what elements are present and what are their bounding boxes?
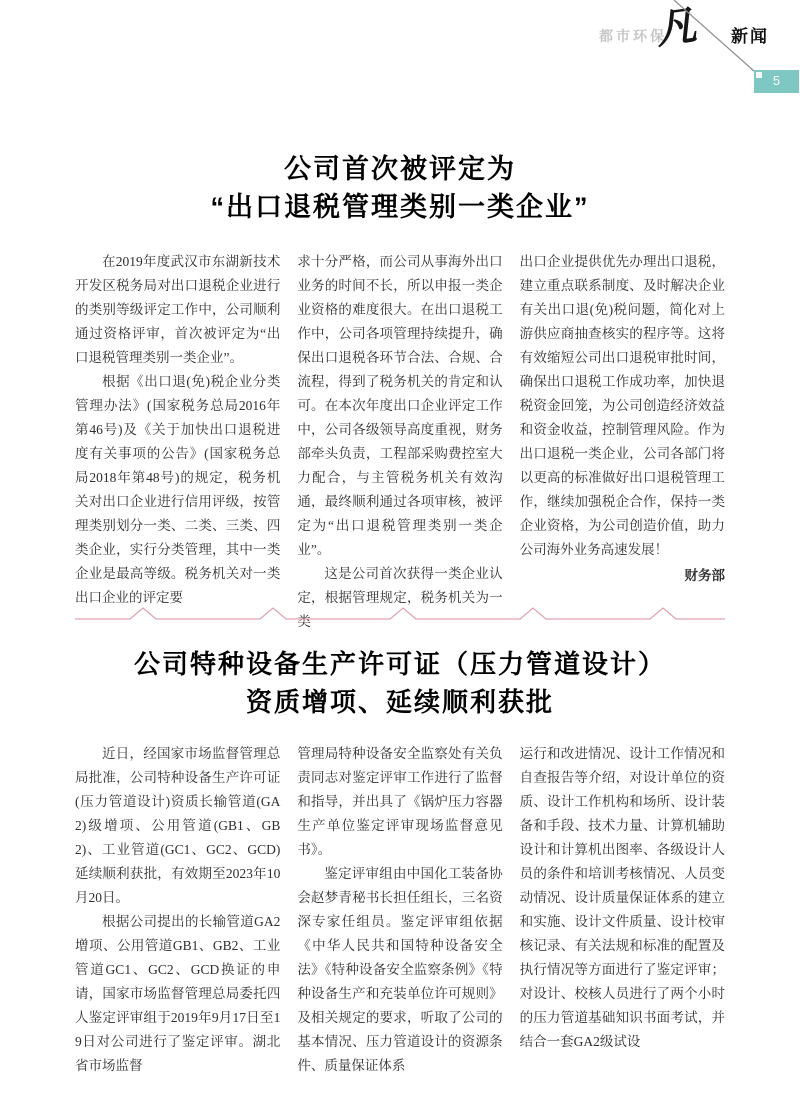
text-column xyxy=(297,250,502,634)
byline: 财务部 xyxy=(684,568,725,583)
body-paragraph: 近日，经国家市场监督管理总局批准，公司特种设备生产许可证(压力管道设计)资质长输管道(GA2)级增项、公用管道(GB1、GB2)、工业管道(GC1、GC2、GCD)延续顺利获批，有效期至2023年10月20日。 xyxy=(75,746,281,905)
body-paragraph: 根据公司提出的长输管道GA2增项、公用管道GB1、GB2、工业管道GC1、GC2、GCD换证的申请，国家市场监督管理总局委托四人鉴定评审组于2019年9月17日至19日对公司进行了鉴定评审。湖北省市场监督 xyxy=(75,914,281,1073)
article-columns xyxy=(75,250,725,634)
text-column xyxy=(520,742,725,1078)
page-number-tab xyxy=(754,70,799,93)
body-paragraph: 这是公司首次获得一类企业认定，根据管理规定，税务机关为一类 xyxy=(297,566,503,629)
text-column xyxy=(297,742,502,1078)
text-column xyxy=(520,250,725,634)
body-paragraph: 鉴定评审组由中国化工装备协会赵梦青秘书长担任组长，三名资深专家任组员。鉴定评审组依据《中华人民共和国特种设备安全法》《特种设备安全监察条例》《特种设备生产和充装单位许可规则》及相关规定的要求，听取了公司的基本情况、压力管道设计的资源条件、质量保证体系 xyxy=(297,866,503,1073)
title-line: “出口退税管理类别一类企业” xyxy=(210,192,590,222)
magazine-logo-text: 都市环保 xyxy=(599,28,667,44)
body-paragraph: 在2019年度武汉市东湖新技术开发区税务局对出口退税企业进行的类别等级评定工作中，公司顺利通过资格评审，首次被评定为“出口退税管理类别一类企业”。 xyxy=(75,254,281,365)
article-special-equipment-license xyxy=(75,645,725,1078)
article-export-tax-rebate xyxy=(75,150,725,634)
section-label: 新闻 xyxy=(731,27,769,46)
body-paragraph: 管理局特种设备安全监察处有关负责同志对鉴定评审工作进行了监督和指导，并出具了《锅炉压力容器生产单位鉴定评审现场监督意见书》。 xyxy=(297,746,503,857)
zigzag-path xyxy=(75,608,725,619)
body-paragraph: 求十分严格，而公司从事海外出口业务的时间不长，所以申报一类企业资格的难度很大。在出口退税工作中，公司各项管理持续提升，确保出口退税各环节合法、合规、合流程，得到了税务机关的肯定和认可。在本次年度出口企业评定工作中，公司各级领导高度重视，财务部牵头负责，工程部采购费控室大力配合，与主管税务机关有效沟通，最终顺利通过各项审核，被评定为“出口退税管理类别一类企业”。 xyxy=(297,254,503,557)
zigzag-divider xyxy=(75,604,725,626)
article-title xyxy=(75,645,725,721)
page-number: 5 xyxy=(772,73,781,88)
title-line: 资质增项、延续顺利获批 xyxy=(245,687,554,717)
body-paragraph: 出口企业提供优先办理出口退税，建立重点联系制度、及时解决企业有关出口退(免)税问题，简化对上游供应商抽查核实的程序等。这将有效缩短公司出口退税审批时间，确保出口退税工作成功率，加快退税资金回笼，为公司创造经济效益和资金收益，控制管理风险。作为出口退税一类企业，公司各部门将以更高的标准做好出口退税管理工作，继续加强税企合作，保持一类企业资格，为公司创造价值，助力公司海外业务高速发展！ xyxy=(519,254,725,557)
title-line: 公司特种设备生产许可证（压力管道设计） xyxy=(133,649,666,679)
article-title xyxy=(75,150,725,226)
article-columns xyxy=(75,742,725,1078)
body-paragraph: 根据《出口退(免)税企业分类管理办法》(国家税务总局2016年第46号)及《关于加快出口退税进度有关事项的公告》(国家税务总局2018年第48号)的规定，税务机关对出口企业进行信用评级，按管理类别划分一类、二类、三类、四类企业，实行分类管理，其中一类企业是最高等级。税务机关对一类出口企业的评定要 xyxy=(75,374,281,605)
logo-calligraphy-icon: 凡 xyxy=(652,1,700,54)
body-paragraph: 运行和改进情况、设计工作情况和自查报告等介绍，对设计单位的资质、设计工作机构和场所、设计装备和手段、技术力量、计算机辅助设计和计算机出图率、各级设计人员的条件和培训考核情况、人员变动情况、设计质量保证体系的建立和实施、设计文件质量、设计校审核记录、有关法规和标准的配置及执行情况等方面进行了鉴定评审；对设计、校核人员进行了两个小时的压力管道基础知识书面考试，并结合一套GA2级试设 xyxy=(519,746,725,1049)
text-column xyxy=(75,250,280,634)
text-column xyxy=(75,742,280,1078)
title-line: 公司首次被评定为 xyxy=(284,154,516,184)
